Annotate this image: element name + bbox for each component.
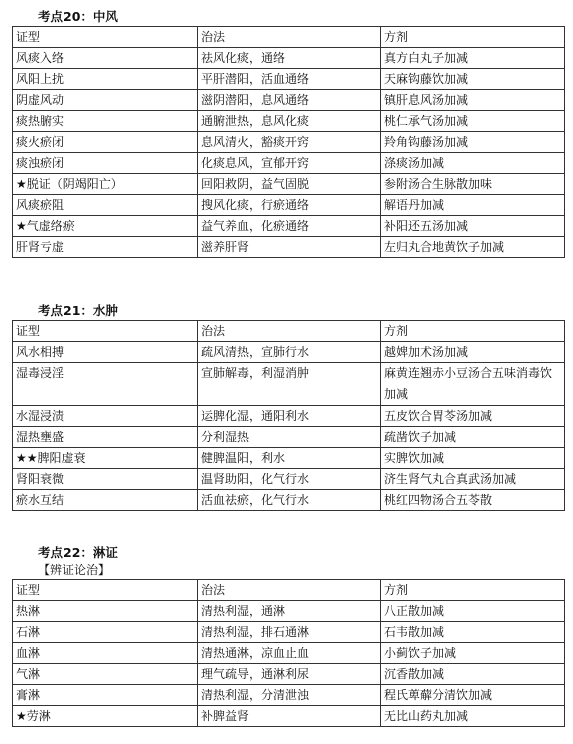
treatment-cell: 清热利湿，通淋 bbox=[198, 601, 381, 622]
table-row bbox=[13, 406, 565, 427]
header-cell-formula: 方剂 bbox=[381, 27, 565, 48]
formula-cell: 石韦散加减 bbox=[381, 622, 565, 643]
treatment-cell: 宣肺解毒，利湿消肿 bbox=[198, 363, 381, 406]
treatment-cell: 益气养血，化瘀通络 bbox=[198, 216, 381, 237]
syndrome-table bbox=[12, 26, 565, 258]
treatment-cell: 温肾助阳，化气行水 bbox=[198, 469, 381, 490]
pattern-cell: 瘀水互结 bbox=[13, 490, 198, 511]
pattern-cell: 水湿浸渍 bbox=[13, 406, 198, 427]
treatment-cell: 回阳救阴，益气固脱 bbox=[198, 174, 381, 195]
table-row bbox=[13, 490, 565, 511]
table-row bbox=[13, 685, 565, 706]
header-cell-formula: 方剂 bbox=[381, 321, 565, 342]
table-row bbox=[13, 69, 565, 90]
treatment-cell: 健脾温阳，利水 bbox=[198, 448, 381, 469]
treatment-cell: 滋阴潜阳，息风通络 bbox=[198, 90, 381, 111]
table-row bbox=[13, 342, 565, 363]
table-row bbox=[13, 48, 565, 69]
section-title: 考点22：淋证 bbox=[38, 545, 118, 560]
treatment-cell: 息风清火，豁痰开窍 bbox=[198, 132, 381, 153]
table-row bbox=[13, 706, 565, 727]
table-row bbox=[13, 643, 565, 664]
pattern-cell: 湿毒浸淫 bbox=[13, 363, 198, 406]
treatment-cell: 疏风清热，宣肺行水 bbox=[198, 342, 381, 363]
pattern-cell: 痰火瘀闭 bbox=[13, 132, 198, 153]
formula-cell: 无比山药丸加减 bbox=[381, 706, 565, 727]
formula-cell: 左归丸合地黄饮子加减 bbox=[381, 237, 565, 258]
formula-cell: 麻黄连翘赤小豆汤合五味消毒饮加减 bbox=[381, 363, 565, 406]
section-stroke bbox=[12, 8, 564, 258]
table-header-row bbox=[13, 27, 565, 48]
formula-cell: 天麻钩藤饮加减 bbox=[381, 69, 565, 90]
table-row bbox=[13, 153, 565, 174]
formula-cell: 羚角钩藤汤加减 bbox=[381, 132, 565, 153]
table-row bbox=[13, 195, 565, 216]
section-subtitle: 【辨证论治】 bbox=[38, 563, 111, 577]
section-title: 考点21：水肿 bbox=[38, 303, 118, 318]
treatment-cell: 平肝潜阳，活血通络 bbox=[198, 69, 381, 90]
pattern-cell: 风痰入络 bbox=[13, 48, 198, 69]
section-title: 考点20：中风 bbox=[38, 9, 118, 24]
pattern-cell: 血淋 bbox=[13, 643, 198, 664]
treatment-cell: 搜风化痰，行瘀通络 bbox=[198, 195, 381, 216]
treatment-cell: 运脾化湿，通阳利水 bbox=[198, 406, 381, 427]
table-header-row bbox=[13, 580, 565, 601]
header-cell-formula: 方剂 bbox=[381, 580, 565, 601]
formula-cell: 解语丹加减 bbox=[381, 195, 565, 216]
treatment-cell: 清热利湿，排石通淋 bbox=[198, 622, 381, 643]
pattern-cell: ★脱证（阴竭阳亡） bbox=[13, 174, 198, 195]
table-row bbox=[13, 216, 565, 237]
treatment-cell: 化痰息风，宣郁开窍 bbox=[198, 153, 381, 174]
pattern-cell: ★劳淋 bbox=[13, 706, 198, 727]
formula-cell: 补阳还五汤加减 bbox=[381, 216, 565, 237]
table-row bbox=[13, 601, 565, 622]
formula-cell: 济生肾气丸合真武汤加减 bbox=[381, 469, 565, 490]
table-row bbox=[13, 111, 565, 132]
treatment-cell: 通腑泄热，息风化痰 bbox=[198, 111, 381, 132]
treatment-cell: 理气疏导，通淋利尿 bbox=[198, 664, 381, 685]
formula-cell: 越婢加术汤加减 bbox=[381, 342, 565, 363]
table-header-row bbox=[13, 321, 565, 342]
table-row bbox=[13, 363, 565, 406]
pattern-cell: 肾阳衰微 bbox=[13, 469, 198, 490]
pattern-cell: 痰浊瘀闭 bbox=[13, 153, 198, 174]
pattern-cell: 风痰瘀阻 bbox=[13, 195, 198, 216]
pattern-cell: 阴虚风动 bbox=[13, 90, 198, 111]
treatment-cell: 清热利湿，分清泄浊 bbox=[198, 685, 381, 706]
formula-cell: 涤痰汤加减 bbox=[381, 153, 565, 174]
formula-cell: 程氏萆薢分清饮加减 bbox=[381, 685, 565, 706]
table-row bbox=[13, 664, 565, 685]
treatment-cell: 活血祛瘀，化气行水 bbox=[198, 490, 381, 511]
formula-cell: 沉香散加减 bbox=[381, 664, 565, 685]
treatment-cell: 补脾益肾 bbox=[198, 706, 381, 727]
pattern-cell: 风水相搏 bbox=[13, 342, 198, 363]
pattern-cell: 肝肾亏虚 bbox=[13, 237, 198, 258]
header-cell-treatment: 治法 bbox=[198, 27, 381, 48]
pattern-cell: 气淋 bbox=[13, 664, 198, 685]
table-row bbox=[13, 469, 565, 490]
pattern-cell: ★气虚络瘀 bbox=[13, 216, 198, 237]
treatment-cell: 清热通淋，凉血止血 bbox=[198, 643, 381, 664]
formula-cell: 真方白丸子加减 bbox=[381, 48, 565, 69]
pattern-cell: 膏淋 bbox=[13, 685, 198, 706]
table-row bbox=[13, 132, 565, 153]
pattern-cell: 石淋 bbox=[13, 622, 198, 643]
syndrome-table bbox=[12, 579, 565, 727]
table-row bbox=[13, 90, 565, 111]
section-strangury bbox=[12, 544, 564, 727]
formula-cell: 疏凿饮子加减 bbox=[381, 427, 565, 448]
header-cell-pattern: 证型 bbox=[13, 321, 198, 342]
syndrome-table bbox=[12, 320, 565, 511]
header-cell-pattern: 证型 bbox=[13, 580, 198, 601]
table-row bbox=[13, 174, 565, 195]
treatment-cell: 分利湿热 bbox=[198, 427, 381, 448]
formula-cell: 小蓟饮子加减 bbox=[381, 643, 565, 664]
table-row bbox=[13, 622, 565, 643]
pattern-cell: 湿热壅盛 bbox=[13, 427, 198, 448]
formula-cell: 桃红四物汤合五苓散 bbox=[381, 490, 565, 511]
table-row bbox=[13, 237, 565, 258]
formula-cell: 五皮饮合胃苓汤加减 bbox=[381, 406, 565, 427]
formula-cell: 镇肝息风汤加减 bbox=[381, 90, 565, 111]
header-cell-treatment: 治法 bbox=[198, 321, 381, 342]
treatment-cell: 祛风化痰，通络 bbox=[198, 48, 381, 69]
formula-cell: 实脾饮加减 bbox=[381, 448, 565, 469]
formula-cell: 桃仁承气汤加减 bbox=[381, 111, 565, 132]
table-row bbox=[13, 448, 565, 469]
pattern-cell: 痰热腑实 bbox=[13, 111, 198, 132]
section-edema bbox=[12, 302, 564, 511]
header-cell-pattern: 证型 bbox=[13, 27, 198, 48]
pattern-cell: ★★脾阳虚衰 bbox=[13, 448, 198, 469]
header-cell-treatment: 治法 bbox=[198, 580, 381, 601]
table-row bbox=[13, 427, 565, 448]
treatment-cell: 滋养肝肾 bbox=[198, 237, 381, 258]
pattern-cell: 热淋 bbox=[13, 601, 198, 622]
pattern-cell: 风阳上扰 bbox=[13, 69, 198, 90]
formula-cell: 参附汤合生脉散加味 bbox=[381, 174, 565, 195]
formula-cell: 八正散加减 bbox=[381, 601, 565, 622]
